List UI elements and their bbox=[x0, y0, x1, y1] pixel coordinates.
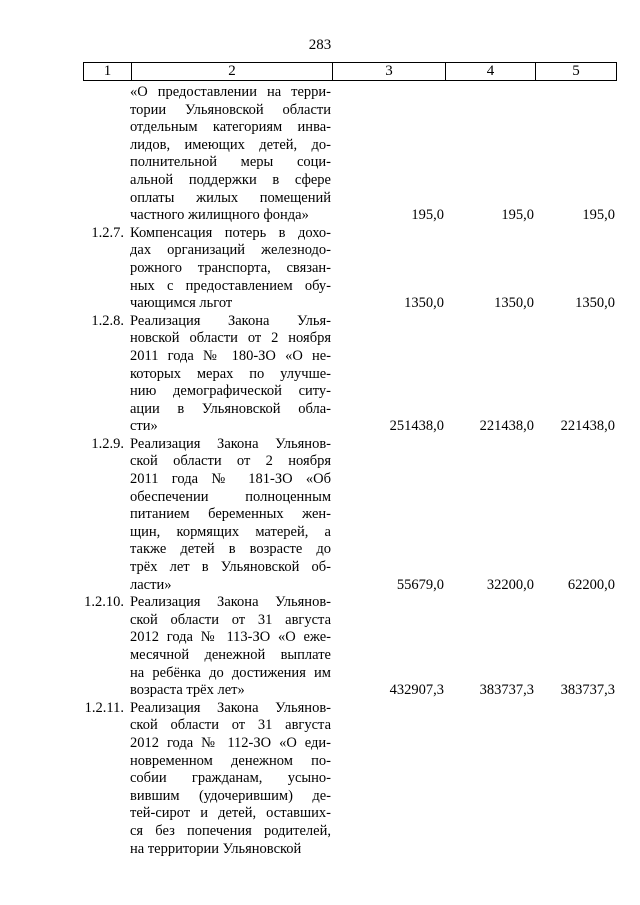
page-number: 283 bbox=[308, 37, 332, 53]
description-line: Реализация Закона Ульянов- bbox=[130, 594, 331, 611]
column-header-3: 3 bbox=[333, 63, 446, 81]
description-line: новской области от 2 ноября bbox=[130, 330, 331, 347]
value-column-3: 195,0 bbox=[411, 207, 444, 224]
row-number: 1.2.11. bbox=[84, 699, 124, 716]
description-line: нию демографической ситу- bbox=[130, 383, 331, 400]
column-header-2: 2 bbox=[132, 63, 333, 81]
column-header-table bbox=[83, 62, 617, 81]
description-line: также детей в возрасте до bbox=[130, 541, 331, 558]
table-row bbox=[0, 313, 640, 436]
description-line: Компенсация потерь в дохо- bbox=[130, 224, 331, 241]
description-line: 2012 года № 113-ЗО «О еже- bbox=[130, 629, 331, 646]
value-column-3: 432907,3 bbox=[389, 682, 444, 699]
table-row bbox=[0, 700, 640, 858]
description-line: тории Ульяновской области bbox=[130, 101, 331, 118]
description-line: ской области от 31 августа bbox=[130, 717, 331, 734]
row-number: 1.2.8. bbox=[91, 312, 124, 329]
value-column-5: 62200,0 bbox=[567, 576, 615, 593]
description-line: 2012 года № 112-ЗО «О еди- bbox=[130, 734, 331, 751]
row-number: 1.2.7. bbox=[91, 224, 124, 241]
table-body bbox=[0, 84, 640, 858]
row-description bbox=[130, 313, 331, 436]
value-column-3: 55679,0 bbox=[396, 576, 444, 593]
value-column-5: 221438,0 bbox=[560, 418, 615, 435]
description-line: собии гражданам, усыно- bbox=[130, 770, 331, 787]
value-column-3: 251438,0 bbox=[389, 418, 444, 435]
description-line: ласти» bbox=[130, 576, 172, 593]
row-description bbox=[130, 84, 331, 225]
description-line: возраста трёх лет» bbox=[130, 682, 245, 699]
description-line: питанием беременных жен- bbox=[130, 506, 331, 523]
value-column-4: 195,0 bbox=[501, 207, 534, 224]
description-line: ской области от 2 ноября bbox=[130, 453, 331, 470]
description-line: частного жилищного фонда» bbox=[130, 207, 309, 224]
description-line: рожного транспорта, связан- bbox=[130, 259, 331, 276]
row-description bbox=[130, 700, 331, 858]
description-line: на территории Ульяновской bbox=[130, 840, 302, 857]
description-line: Реализация Закона Ульянов- bbox=[130, 699, 331, 716]
description-line: полнительной меры соци- bbox=[130, 154, 331, 171]
description-line: «О предоставлении на терри- bbox=[130, 84, 331, 100]
row-values bbox=[331, 682, 615, 700]
description-line: Реализация Закона Улья- bbox=[130, 312, 331, 329]
row-values bbox=[331, 295, 615, 313]
value-column-4: 221438,0 bbox=[479, 418, 534, 435]
column-header-4: 4 bbox=[446, 63, 536, 81]
description-line: которых мерах по улучше- bbox=[130, 365, 331, 382]
row-description bbox=[130, 594, 331, 700]
description-line: лидов, имеющих детей, до- bbox=[130, 136, 331, 153]
description-line: на ребёнка до достижения им bbox=[130, 664, 331, 681]
table-row bbox=[0, 84, 640, 225]
description-line: ации в Ульяновской обла- bbox=[130, 400, 331, 417]
value-column-5: 383737,3 bbox=[560, 682, 615, 699]
description-line: ской области от 31 августа bbox=[130, 611, 331, 628]
description-line: трёх лет в Ульяновской об- bbox=[130, 559, 331, 576]
description-line: ных с предоставлением обу- bbox=[130, 277, 331, 294]
value-column-5: 195,0 bbox=[582, 207, 615, 224]
row-values bbox=[331, 207, 615, 225]
value-column-4: 32200,0 bbox=[486, 576, 534, 593]
description-line: обеспечении полноценным bbox=[130, 488, 331, 505]
description-line: 2011 года № 181-ЗО «Об bbox=[130, 471, 331, 488]
description-line: сти» bbox=[130, 418, 158, 435]
description-line: 2011 года № 180-ЗО «О не- bbox=[130, 347, 331, 364]
column-header-5: 5 bbox=[536, 63, 617, 81]
description-line: ся без попечения родителей, bbox=[130, 822, 331, 839]
description-line: отдельным категориям инва- bbox=[130, 119, 331, 136]
row-number: 1.2.9. bbox=[91, 435, 124, 452]
description-line: новременном денежном по- bbox=[130, 752, 331, 769]
value-column-3: 1350,0 bbox=[404, 295, 444, 312]
row-description bbox=[130, 436, 331, 594]
value-column-4: 383737,3 bbox=[479, 682, 534, 699]
description-line: месячной денежной выплате bbox=[130, 647, 331, 663]
description-line: щин, кормящих матерей, а bbox=[130, 523, 331, 540]
row-values bbox=[331, 577, 615, 595]
value-column-4: 1350,0 bbox=[494, 295, 534, 312]
value-column-5: 1350,0 bbox=[575, 295, 615, 312]
description-line: дах организаций железнодо- bbox=[130, 242, 331, 259]
description-line: тей-сирот и детей, оставших- bbox=[130, 805, 331, 822]
row-description bbox=[130, 225, 331, 313]
table-row bbox=[0, 594, 640, 700]
description-line: вившим (удочерившим) де- bbox=[130, 787, 331, 804]
row-values bbox=[331, 418, 615, 436]
table-row bbox=[0, 436, 640, 594]
description-line: Реализация Закона Ульянов- bbox=[130, 435, 331, 452]
description-line: альной поддержки в сфере bbox=[130, 171, 331, 188]
table-row bbox=[0, 225, 640, 313]
column-header-row bbox=[84, 63, 617, 81]
description-line: чающимся льгот bbox=[130, 295, 233, 312]
column-header-1: 1 bbox=[84, 63, 132, 81]
description-line: оплаты жилых помещений bbox=[130, 189, 331, 206]
row-number: 1.2.10. bbox=[84, 594, 124, 611]
